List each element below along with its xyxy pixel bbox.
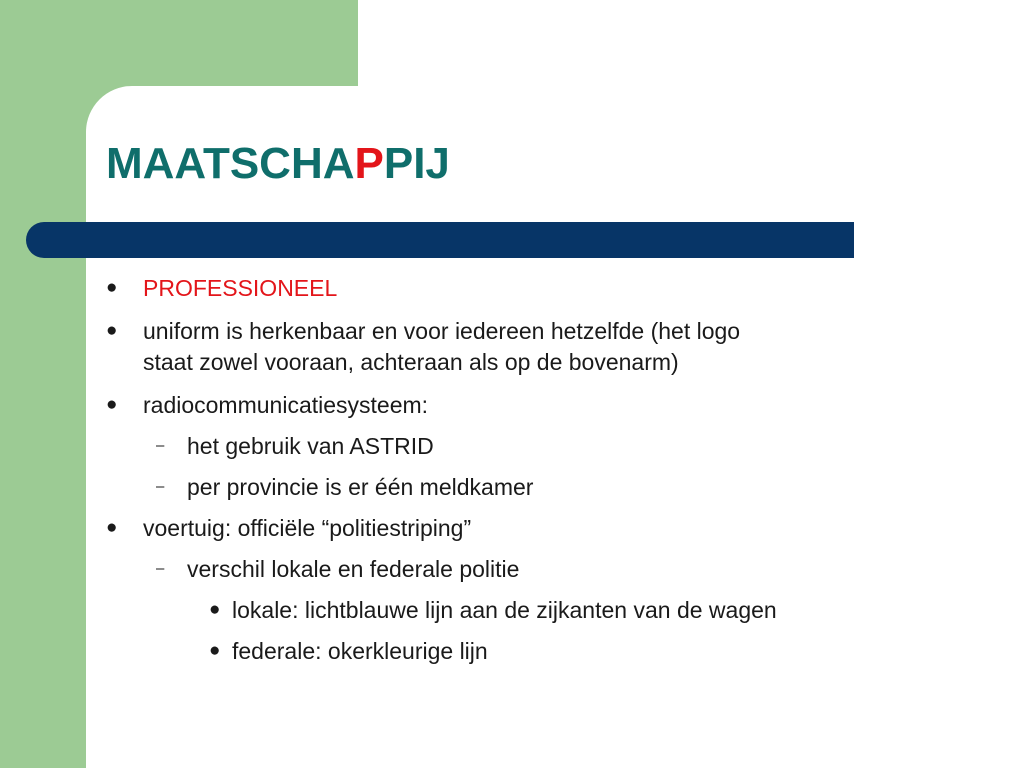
bullet-text-uniform-continued: staat zowel vooraan, achteraan als op de bovenarm) (143, 349, 679, 375)
sub-bullet-text-meldkamer: per provincie is er één meldkamer (187, 474, 534, 500)
title-suffix: PIJ (383, 139, 450, 188)
sub-bullet-marker: – (156, 560, 165, 577)
title-accent-letter: P (354, 139, 384, 188)
bullet-marker: ● (106, 517, 118, 538)
bullet-marker: ● (106, 277, 118, 298)
title-prefix: MAATSCHA (106, 139, 355, 188)
bullet-marker: ● (106, 394, 118, 415)
sub-sub-bullet-text-federale: federale: okerkleurige lijn (232, 638, 488, 664)
sub-sub-bullet-marker: ● (209, 599, 221, 620)
sub-bullet-text-astrid: het gebruik van ASTRID (187, 433, 434, 459)
bullet-text-radio: radiocommunicatiesysteem: (143, 392, 429, 418)
bullet-marker: ● (106, 320, 118, 341)
sub-bullet-marker: – (156, 478, 165, 495)
sub-bullet-text-verschil: verschil lokale en federale politie (187, 556, 520, 582)
bullet-text-uniform: uniform is herkenbaar en voor iedereen hetzelfde (het logo (143, 318, 741, 344)
sub-sub-bullet-text-lokale: lokale: lichtblauwe lijn aan de zijkanten van de wagen (232, 597, 777, 623)
bullet-text-voertuig: voertuig: officiële “politiestriping” (143, 515, 472, 541)
bullet-text-professioneel: PROFESSIONEEL (143, 275, 338, 301)
sub-sub-bullet-marker: ● (209, 640, 221, 661)
sub-bullet-marker: – (156, 437, 165, 454)
